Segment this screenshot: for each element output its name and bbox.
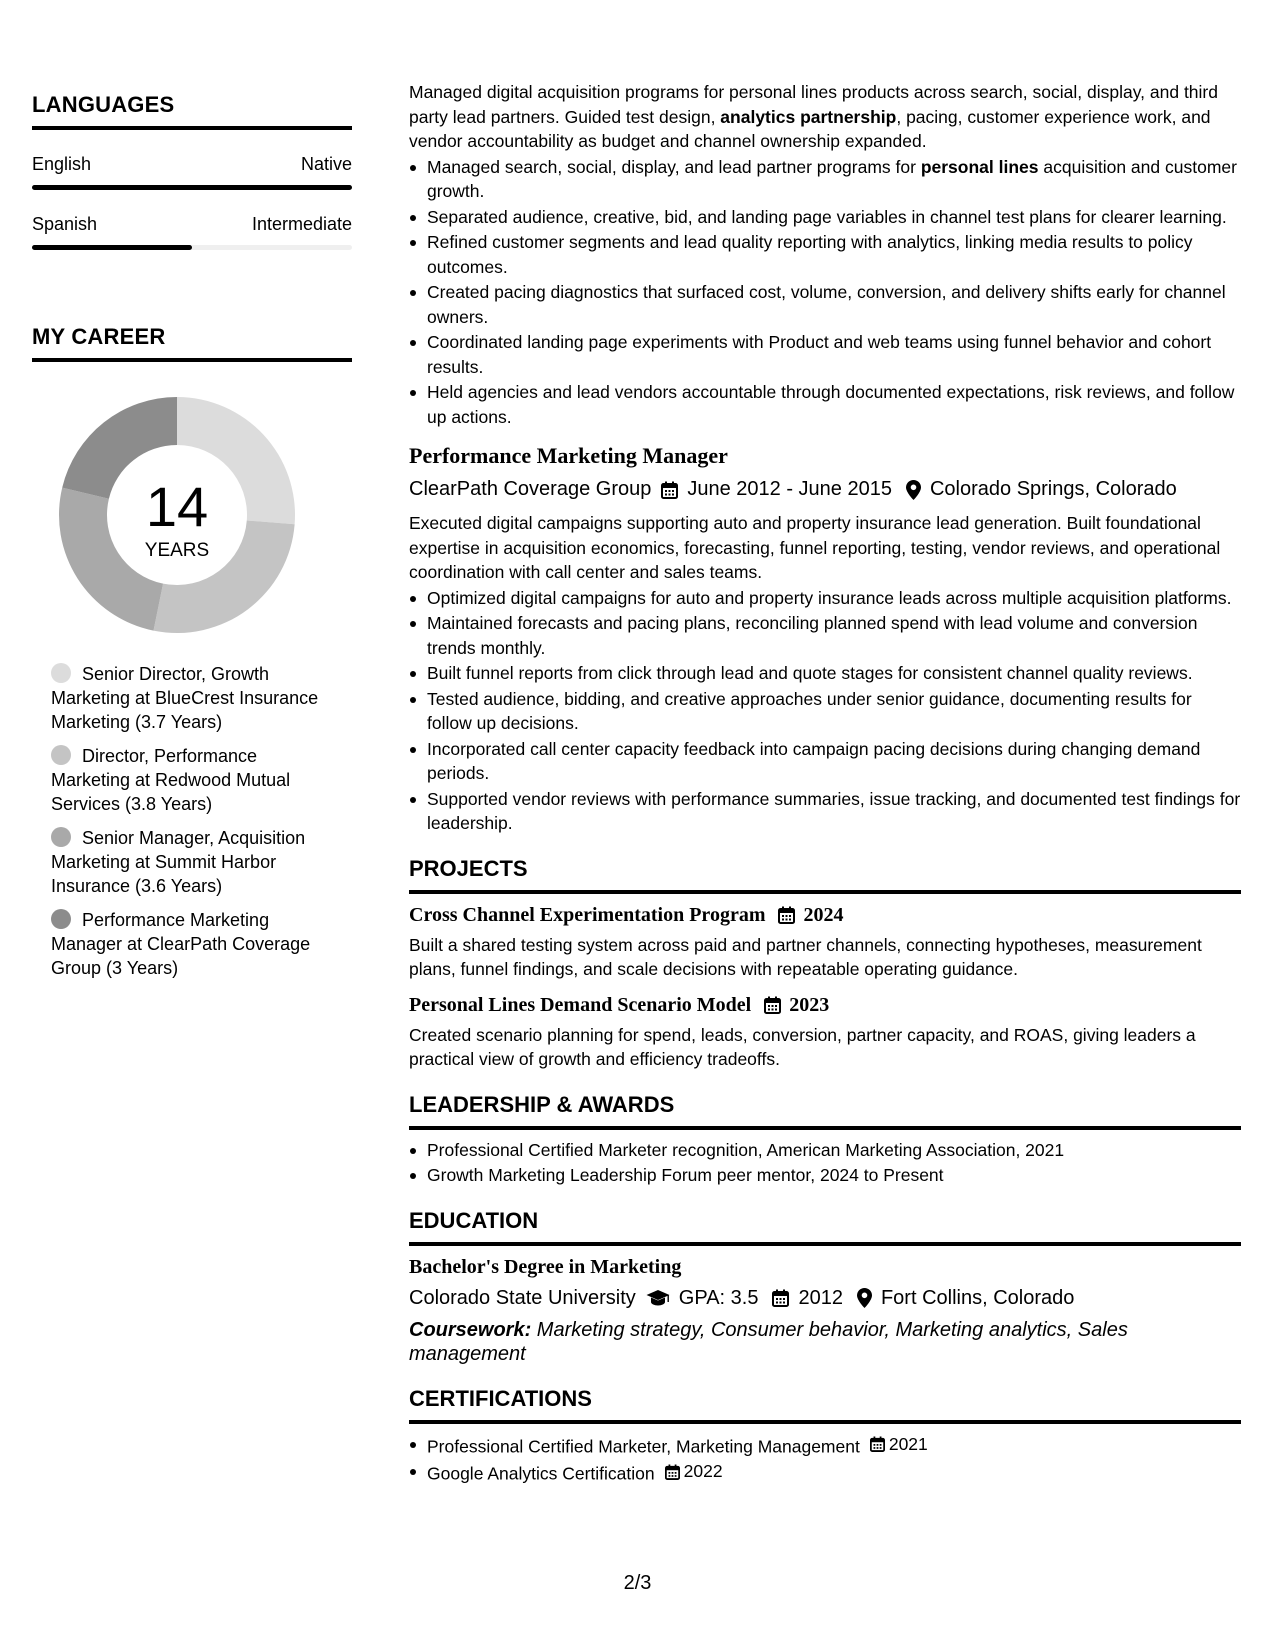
project-description: Created scenario planning for spend, leads, conversion, partner capacity, and ROAS, giving leaders a practical view of growth and efficiency tradeoffs. — [409, 1024, 1196, 1069]
certification-year: 2022 — [683, 1461, 723, 1482]
language-proficiency-bar — [32, 185, 352, 190]
certification-item — [409, 1459, 1241, 1486]
summary-text: , pacing, customer experience work, and vendor accountability as budget and channel ownership expanded. — [409, 106, 1211, 151]
legend-swatch — [51, 827, 71, 847]
language-proficiency-fill — [32, 245, 192, 250]
certification-name: Google Analytics Certification — [427, 1463, 655, 1484]
leadership-list — [409, 1138, 1241, 1188]
certifications-section — [409, 1386, 1241, 1487]
career-total-unit: YEARS — [144, 540, 210, 561]
certification-item — [409, 1432, 1241, 1459]
section-divider — [409, 890, 1241, 894]
certification-year: 2021 — [888, 1433, 928, 1454]
career-legend-item — [51, 662, 326, 734]
summary-text: Managed digital acquisition programs for personal lines products across search, social, display, and third party lead partners. Guided test design, — [409, 82, 1218, 127]
career-legend-item — [51, 744, 326, 816]
job-bullet: Separated audience, creative, bid, and landing page variables in channel test plans for clearer learning. — [409, 205, 1241, 230]
career-role: Director, Performance Marketing at Redwood Mutual Services (3.8 Years) — [51, 746, 291, 814]
section-divider — [409, 1420, 1241, 1424]
calendar-icon — [778, 906, 795, 924]
leadership-item: Professional Certified Marketer recognition, American Marketing Association, 2021 — [409, 1138, 1241, 1163]
job-bullet: Coordinated landing page experiments with Product and web teams using funnel behavior and cohort results. — [409, 330, 1241, 379]
page-number: 2/3 — [623, 1572, 652, 1594]
education-section — [409, 1208, 1241, 1366]
job-bullet: Held agencies and lead vendors accountable through documented expectations, risk reviews, and follow up actions. — [409, 380, 1241, 429]
summary-emphasis: analytics partnership — [720, 106, 897, 127]
language-item — [32, 154, 352, 190]
legend-swatch — [51, 663, 71, 683]
job-bullet: Supported vendor reviews with performance summaries, issue tracking, and documented test findings for leadership. — [409, 787, 1241, 836]
education-heading: EDUCATION — [409, 1207, 539, 1233]
project-year: 2023 — [789, 993, 830, 1016]
career-legend-item — [51, 826, 326, 898]
career-role: Senior Director, Growth Marketing at BlueCrest Insurance Marketing (3.7 Years) — [51, 664, 319, 732]
project-title — [409, 994, 1241, 1017]
school-name: Colorado State University — [409, 1286, 636, 1309]
job-title: Performance Marketing Manager — [409, 443, 728, 468]
coursework-list: Marketing strategy, Consumer behavior, Marketing analytics, Sales management — [409, 1318, 1128, 1365]
calendar-icon — [764, 996, 781, 1014]
job-bullet: Refined customer segments and lead quality reporting with analytics, linking media results to policy outcomes. — [409, 230, 1241, 279]
job-bullet: Built funnel reports from click through lead and quote stages for consistent channel quality reviews. — [409, 661, 1241, 686]
language-level: Intermediate — [251, 214, 352, 234]
legend-swatch — [51, 745, 71, 765]
legend-swatch — [51, 909, 71, 929]
language-item — [32, 214, 352, 250]
section-divider — [409, 1126, 1241, 1130]
languages-heading: LANGUAGES — [32, 92, 175, 117]
project-year: 2024 — [803, 903, 844, 926]
certifications-list — [409, 1432, 1241, 1487]
calendar-icon — [661, 481, 678, 499]
career-heading: MY CAREER — [32, 324, 166, 349]
job-summary — [409, 80, 1241, 154]
gpa: GPA: 3.5 — [678, 1286, 759, 1309]
language-level: Native — [300, 154, 352, 174]
calendar-icon — [772, 1289, 789, 1307]
job-bullet: Tested audience, bidding, and creative approaches under senior guidance, documenting results for follow up decisions. — [409, 687, 1241, 736]
projects-heading: PROJECTS — [409, 855, 528, 881]
job-dates: June 2012 - June 2015 — [687, 478, 892, 500]
experience-section — [409, 80, 1241, 836]
language-proficiency-bar — [32, 245, 352, 250]
job-company: ClearPath Coverage Group — [409, 478, 652, 500]
section-divider — [409, 1242, 1241, 1246]
graduation-cap-icon — [646, 1289, 670, 1307]
degree-title: Bachelor's Degree in Marketing — [409, 1255, 682, 1278]
calendar-icon — [870, 1436, 885, 1452]
language-proficiency-fill — [32, 185, 352, 190]
language-name: English — [32, 154, 92, 174]
job-summary: Executed digital campaigns supporting auto and property insurance lead generation. Built foundational expertise in acquisition economics, forecasting, funnel reporting, testing, vendor reviews, and operational coordination with call center and sales teams. — [409, 513, 1221, 582]
projects-section — [409, 856, 1241, 1072]
graduation-year: 2012 — [798, 1286, 843, 1309]
leadership-item: Growth Marketing Leadership Forum peer mentor, 2024 to Present — [409, 1163, 1241, 1188]
coursework-label: Coursework: — [409, 1318, 532, 1341]
certification-name: Professional Certified Marketer, Marketing Management — [427, 1435, 860, 1456]
certifications-heading: CERTIFICATIONS — [409, 1385, 592, 1411]
map-pin-icon — [906, 480, 921, 500]
section-divider — [32, 126, 352, 130]
job-bullet: Maintained forecasts and pacing plans, reconciling planned spend with lead volume and conversion trends monthly. — [409, 611, 1241, 660]
job-location: Colorado Springs, Colorado — [929, 478, 1177, 500]
section-divider — [32, 358, 352, 362]
job-bullets — [409, 586, 1241, 836]
job-meta — [409, 478, 1241, 501]
career-donut-chart — [56, 394, 298, 636]
career-legend-item — [51, 908, 326, 980]
career-role: Performance Marketing Manager at ClearPath Coverage Group (3 Years) — [51, 910, 311, 978]
languages-section — [32, 92, 352, 250]
job-bullet: Incorporated call center capacity feedback into campaign pacing decisions during changing demand periods. — [409, 737, 1241, 786]
coursework — [409, 1318, 1241, 1366]
project-name: Cross Channel Experimentation Program — [409, 903, 766, 926]
education-meta — [409, 1287, 1241, 1310]
project-description: Built a shared testing system across paid and partner channels, connecting hypotheses, measurement plans, funnel findings, and scale decisions with repeatable operating guidance. — [409, 934, 1202, 979]
school-location: Fort Collins, Colorado — [880, 1286, 1075, 1309]
language-name: Spanish — [32, 214, 98, 234]
project-name: Personal Lines Demand Scenario Model — [409, 993, 752, 1016]
career-section — [32, 324, 352, 980]
main-content — [409, 80, 1241, 1486]
job-bullet: Managed search, social, display, and lead partner programs for personal lines acquisition and customer growth. — [409, 155, 1241, 204]
job-bullet: Optimized digital campaigns for auto and property insurance leads across multiple acquisition platforms. — [409, 586, 1241, 611]
leadership-heading: LEADERSHIP & AWARDS — [409, 1091, 675, 1117]
calendar-icon — [665, 1464, 680, 1480]
job-bullet: Created pacing diagnostics that surfaced cost, volume, conversion, and delivery shifts early for channel owners. — [409, 280, 1241, 329]
project-title — [409, 904, 1241, 927]
career-role: Senior Manager, Acquisition Marketing at Summit Harbor Insurance (3.6 Years) — [51, 828, 306, 896]
career-total-years: 14 — [145, 475, 209, 538]
job-bullets — [409, 155, 1241, 430]
leadership-section — [409, 1092, 1241, 1188]
career-legend — [51, 662, 326, 980]
map-pin-icon — [857, 1288, 872, 1308]
sidebar — [32, 92, 352, 990]
